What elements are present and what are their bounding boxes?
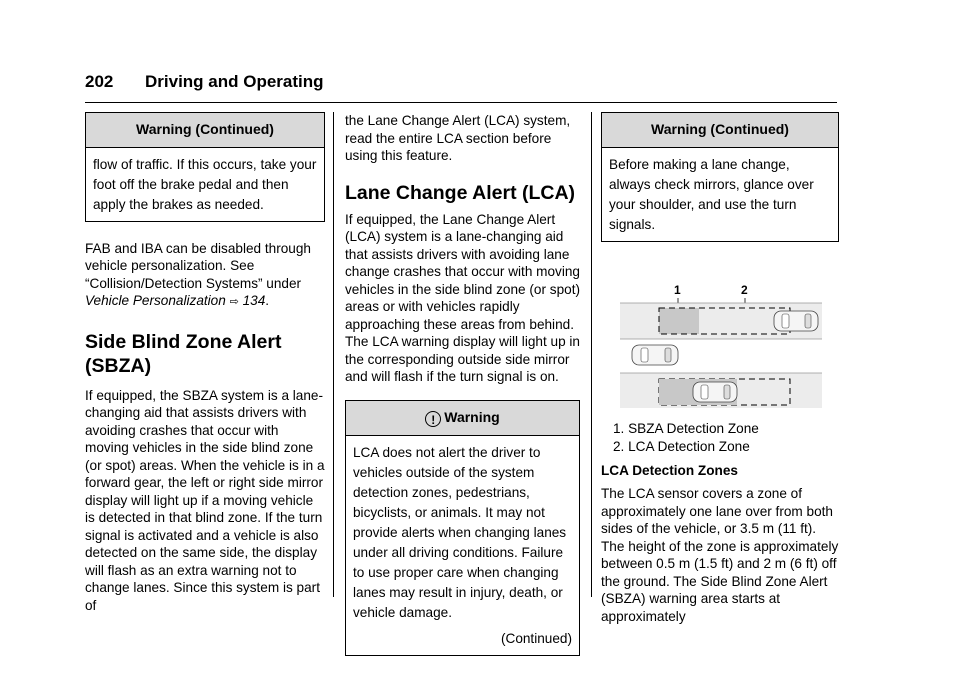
- page-number: 202: [85, 72, 114, 91]
- warning-title: Warning: [444, 408, 500, 425]
- page-ref[interactable]: 134: [242, 293, 266, 308]
- fab-iba-paragraph: FAB and IBA can be disabled through vehicle personalization. See “Collision/Detection Systems” under Vehicle Personalization ⇨ 134.: [85, 240, 311, 308]
- sbza-paragraph: If equipped, the SBZA system is a lane-changing aid that assists drivers with avoiding crashes that occur with moving vehicles in the side blind zone (or spot) areas. When the vehicle is in a forward gear, the left or right side mirror display will light up if a moving vehicle is detected in that blind zone. If the turn signal is activated and a vehicle is also detected on the same side, the display will flash as an extra warning not to change lanes. Since this system is part of: [85, 387, 325, 613]
- lca-paragraph: If equipped, the Lane Change Alert (LCA) system is a lane-changing aid that assists drivers with avoiding lane change crashes that occur with moving vehicles in the side blind zone (or spot) areas or with vehicles rapidly approaching these areas from behind. The LCA warning display will light up in the corresponding outside side mirror and will flash if the turn signal is on.: [345, 211, 580, 384]
- blind-zone-car-icon: [693, 382, 737, 402]
- lca-zones-heading: LCA Detection Zones: [601, 462, 738, 478]
- lca-zones-paragraph: The LCA sensor covers a zone of approximately one lane over from both sides of the vehicle, or 3.5 m (11 ft). The height of the zone is approximately between 0.5 m (1.5 ft) and 2 m (6 ft) off the ground. The Side Blind Zone Alert (SBZA) warning area starts at approximately: [601, 486, 839, 624]
- detection-zone-diagram: [601, 276, 839, 408]
- warning-header: [346, 401, 579, 436]
- column-2: [345, 112, 580, 656]
- callout-2: 2: [741, 282, 748, 297]
- detection-zone-illustration: [601, 276, 839, 408]
- column-3: [601, 112, 839, 625]
- warning-text: flow of traffic. If this occurs, take your foot off the brake pedal and then apply the brakes as needed.: [93, 156, 317, 212]
- lca-heading: Lane Change Alert (LCA): [345, 181, 576, 204]
- warning-title: Warning (Continued): [86, 113, 324, 148]
- warning-text: LCA does not alert the driver to vehicles outside of the system detection zones, pedestrians, bicyclists, or animals. It may not provide alerts when changing lanes under all driving conditions. Failure to use proper care when changing lanes may result in injury, death, or vehicle damage.: [353, 444, 567, 620]
- sbza-zone-left: [659, 308, 699, 334]
- warning-text: Before making a lane change, always check mirrors, glance over your shoulder, and use the turn signals.: [609, 156, 814, 232]
- warning-box: [345, 400, 580, 656]
- column-divider-2: [591, 112, 592, 597]
- warning-continued: (Continued): [500, 630, 572, 646]
- column-1: [85, 112, 325, 614]
- column-divider-1: [333, 112, 334, 597]
- warning-icon: !: [425, 411, 441, 427]
- lca-intro-paragraph: the Lane Change Alert (LCA) system, read the entire LCA section before using this feature.: [345, 113, 571, 163]
- page-ref-arrow-icon: ⇨: [229, 296, 239, 308]
- sbza-heading: Side Blind Zone Alert (SBZA): [85, 330, 282, 377]
- warning-box-continued: [601, 112, 839, 242]
- page-header: [85, 72, 837, 103]
- warning-box-continued: [85, 112, 325, 222]
- caption-2: 2. LCA Detection Zone: [613, 438, 750, 454]
- chapter-title: Driving and Operating: [145, 72, 324, 91]
- caption-1: 1. SBZA Detection Zone: [613, 420, 759, 436]
- personalization-link[interactable]: Vehicle Personalization: [85, 293, 226, 308]
- warning-title: Warning (Continued): [602, 113, 838, 148]
- approaching-car-icon: [774, 311, 818, 331]
- figure-captions: [601, 420, 839, 456]
- callout-1: 1: [674, 282, 681, 297]
